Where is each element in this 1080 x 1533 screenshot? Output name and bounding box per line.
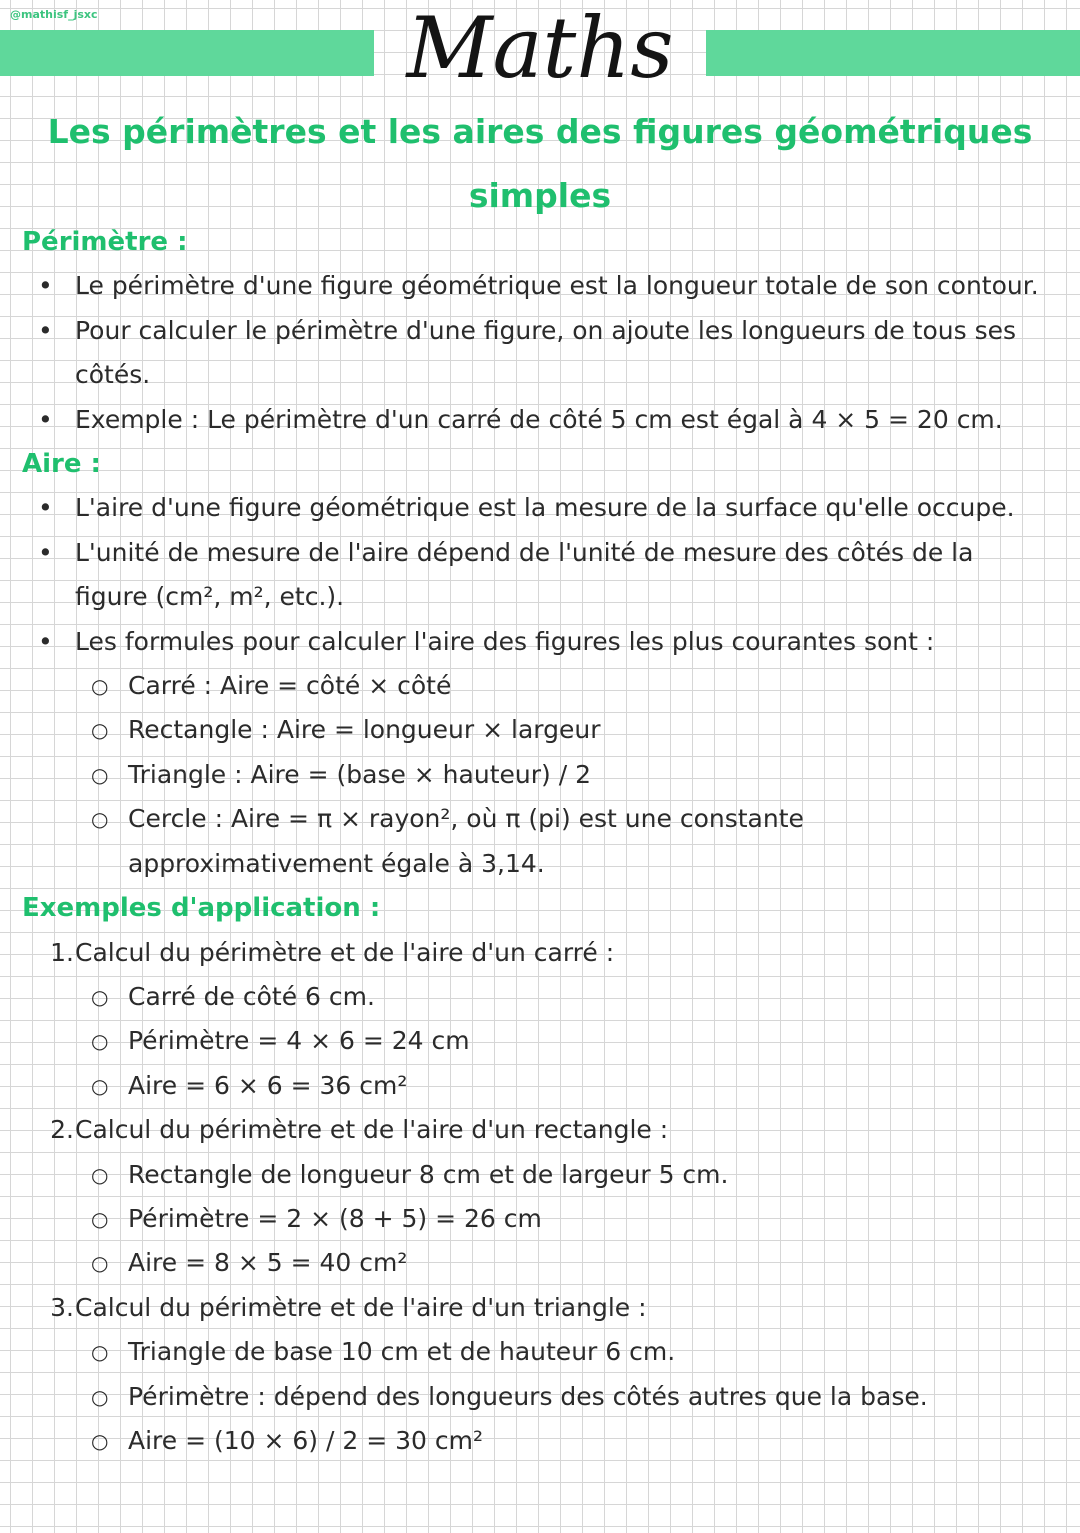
- sub-list-item: ○ Aire = 8 × 5 = 40 cm²: [0, 1241, 1080, 1285]
- circle-bullet-icon: ○: [91, 1073, 109, 1098]
- circle-bullet-icon: ○: [91, 1206, 109, 1231]
- sub-list-item: ○ Aire = (10 × 6) / 2 = 30 cm²: [0, 1419, 1080, 1463]
- list-item: • Pour calculer le périmètre d'une figure, on ajoute les longueurs de tous ses côtés.: [0, 309, 1080, 398]
- sub-list-item: ○ Périmètre = 2 × (8 + 5) = 26 cm: [0, 1197, 1080, 1241]
- header-band-right: [706, 30, 1080, 76]
- watermark-handle: @mathisf_jsxc: [10, 8, 98, 21]
- notes-body: [0, 220, 1080, 1463]
- list-item: • Le périmètre d'une figure géométrique est la longueur totale de son contour.: [0, 264, 1080, 308]
- circle-bullet-icon: ○: [91, 984, 109, 1009]
- bullet-icon: •: [38, 537, 53, 567]
- section-heading-exemples: Exemples d'application :: [22, 893, 381, 924]
- sub-list-item: ○ Triangle de base 10 cm et de hauteur 6 cm.: [0, 1330, 1080, 1374]
- example-title: 3. Calcul du périmètre et de l'aire d'un triangle :: [0, 1286, 1080, 1330]
- sub-list-item: ○ Rectangle : Aire = longueur × largeur: [0, 708, 1080, 752]
- section-heading-aire: Aire :: [22, 449, 101, 480]
- circle-bullet-icon: ○: [91, 1384, 109, 1409]
- circle-bullet-icon: ○: [91, 718, 109, 743]
- example-title: 2. Calcul du périmètre et de l'aire d'un rectangle :: [0, 1108, 1080, 1152]
- bullet-icon: •: [38, 626, 53, 656]
- bullet-icon: •: [38, 404, 53, 434]
- page-subtitle: Les périmètres et les aires des figures géométriques simples: [47, 112, 1033, 215]
- circle-bullet-icon: ○: [91, 1251, 109, 1276]
- sub-list-item: ○ Rectangle de longueur 8 cm et de largeur 5 cm.: [0, 1153, 1080, 1197]
- sub-list-item: ○ Périmètre : dépend des longueurs des côtés autres que la base.: [0, 1375, 1080, 1419]
- list-item: • Exemple : Le périmètre d'un carré de côté 5 cm est égal à 4 × 5 = 20 cm.: [0, 398, 1080, 442]
- circle-bullet-icon: ○: [91, 1162, 109, 1187]
- list-item: • L'unité de mesure de l'aire dépend de l'unité de mesure des côtés de la figure (cm², m², etc.).: [0, 531, 1080, 620]
- list-number: 3.: [50, 1292, 74, 1322]
- sub-list-item: ○ Triangle : Aire = (base × hauteur) / 2: [0, 753, 1080, 797]
- bullet-icon: •: [38, 315, 53, 345]
- section-heading-perimetre: Périmètre :: [22, 227, 188, 257]
- list-item: • Les formules pour calculer l'aire des figures les plus courantes sont :: [0, 620, 1080, 664]
- bullet-icon: •: [38, 493, 53, 523]
- circle-bullet-icon: ○: [91, 807, 109, 832]
- header-band-left: [0, 30, 374, 76]
- page-title: Maths: [406, 0, 674, 97]
- list-item: • L'aire d'une figure géométrique est la mesure de la surface qu'elle occupe.: [0, 486, 1080, 530]
- sub-list-item: ○ Aire = 6 × 6 = 36 cm²: [0, 1064, 1080, 1108]
- circle-bullet-icon: ○: [91, 674, 109, 699]
- circle-bullet-icon: ○: [91, 1340, 109, 1365]
- list-number: 2.: [50, 1115, 74, 1145]
- bullet-icon: •: [38, 271, 53, 301]
- example-title: 1. Calcul du périmètre et de l'aire d'un carré :: [0, 931, 1080, 975]
- circle-bullet-icon: ○: [91, 762, 109, 787]
- circle-bullet-icon: ○: [91, 1029, 109, 1054]
- sub-list-item: ○ Carré : Aire = côté × côté: [0, 664, 1080, 708]
- sub-list-item: ○ Carré de côté 6 cm.: [0, 975, 1080, 1019]
- sub-list-item: ○ Cercle : Aire = π × rayon², où π (pi) est une constante approximativement égale à 3,14.: [0, 797, 1080, 886]
- sub-list-item: ○ Périmètre = 4 × 6 = 24 cm: [0, 1019, 1080, 1063]
- list-number: 1.: [50, 937, 74, 967]
- circle-bullet-icon: ○: [91, 1428, 109, 1453]
